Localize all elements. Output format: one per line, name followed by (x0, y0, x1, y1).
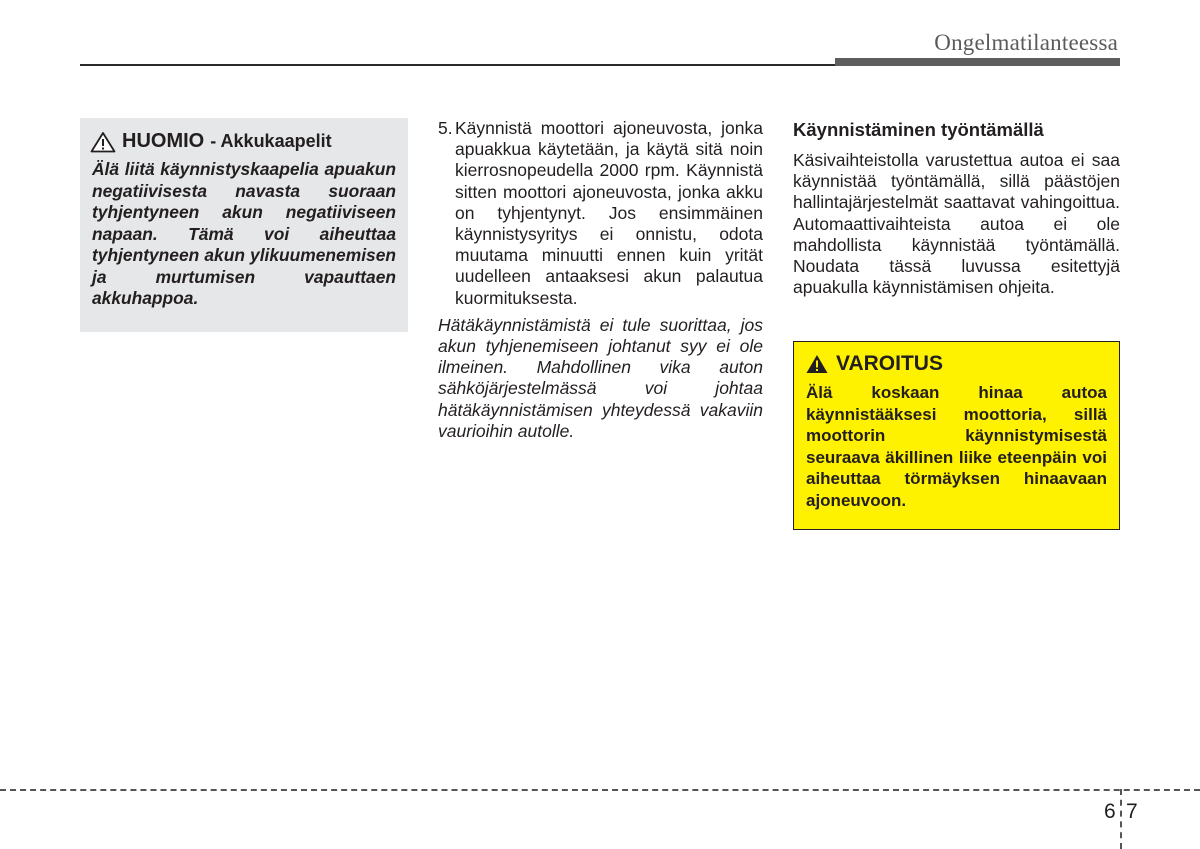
warning-box (793, 341, 1120, 530)
caution-heading (92, 130, 396, 153)
footer-divider (0, 789, 1200, 791)
section-text: Käsivaihteistolla varustettua autoa ei saa käynnistää työntämällä, sillä päästöjen hallintajärjestelmät saattavat vahingoittua. Automaattivaihteista autoa ei ole mahdollista käynnistää työntämällä. Noudata tässä luvussa esitettyjä apuakulla käynnistämisen ohjeita. (793, 150, 1120, 298)
header-rule-accent (835, 58, 1120, 66)
chapter-number: 6 (1104, 800, 1116, 823)
warning-triangle-icon (90, 131, 116, 153)
warning-title: VAROITUS (836, 352, 943, 375)
warning-text: Älä koskaan hinaa autoa käynnistääksesi moottoria, sillä moottorin käynnistymisestä seuraava äkillinen liike eteenpäin voi aiheuttaa törmäyksen hinaavaan ajoneuvoon. (806, 383, 1107, 510)
caution-text: Älä liitä käynnistyskaapelia apuakun negatiivisesta navasta suoraan tyhjentyneen akun negatiiviseen napaan. Tämä voi aiheuttaa tyhjentyneen akun ylikuumenemisen ja murtumisen vapauttaen akkuhappoa. (92, 159, 396, 308)
page-number: 7 (1126, 800, 1138, 823)
step-text: Käynnistä moottori ajoneuvosta, jonka apuakkua käytetään, ja käytä sitä noin kierrosnopeudella 2000 rpm. Käynnistä sitten moottori ajoneuvosta, jonka akku on tyhjentynyt. Jos ensimmäinen käynnistysyritys ei onnistu, odota muutama minuutti ennen kuin yrität uudelleen antaaksesi akun palautua kuormituksesta. (455, 118, 763, 308)
section-heading: Käynnistäminen työntämällä (793, 119, 1044, 140)
middle-column (438, 118, 763, 442)
footer-vertical-divider (1120, 789, 1122, 849)
page-header-title: Ongelmatilanteessa (934, 30, 1118, 55)
warning-heading (806, 352, 1107, 376)
warning-triangle-icon (806, 354, 828, 374)
caution-box (80, 118, 408, 332)
caution-subtitle: - Akkukaapelit (210, 131, 332, 151)
step-number: 5. (438, 118, 453, 138)
emergency-start-note: Hätäkäynnistämistä ei tule suorittaa, jos akun tyhjenemiseen johtanut syy ei ole ilmeinen. Mahdollinen vika auton sähköjärjestelmässä voi johtaa hätäkäynnistämisen yhteydessä vakaviin vaurioihin autolle. (438, 314, 763, 441)
right-column (793, 118, 1120, 298)
step-item (438, 118, 763, 309)
header-rule (80, 64, 835, 66)
caution-title: HUOMIO (122, 130, 205, 152)
